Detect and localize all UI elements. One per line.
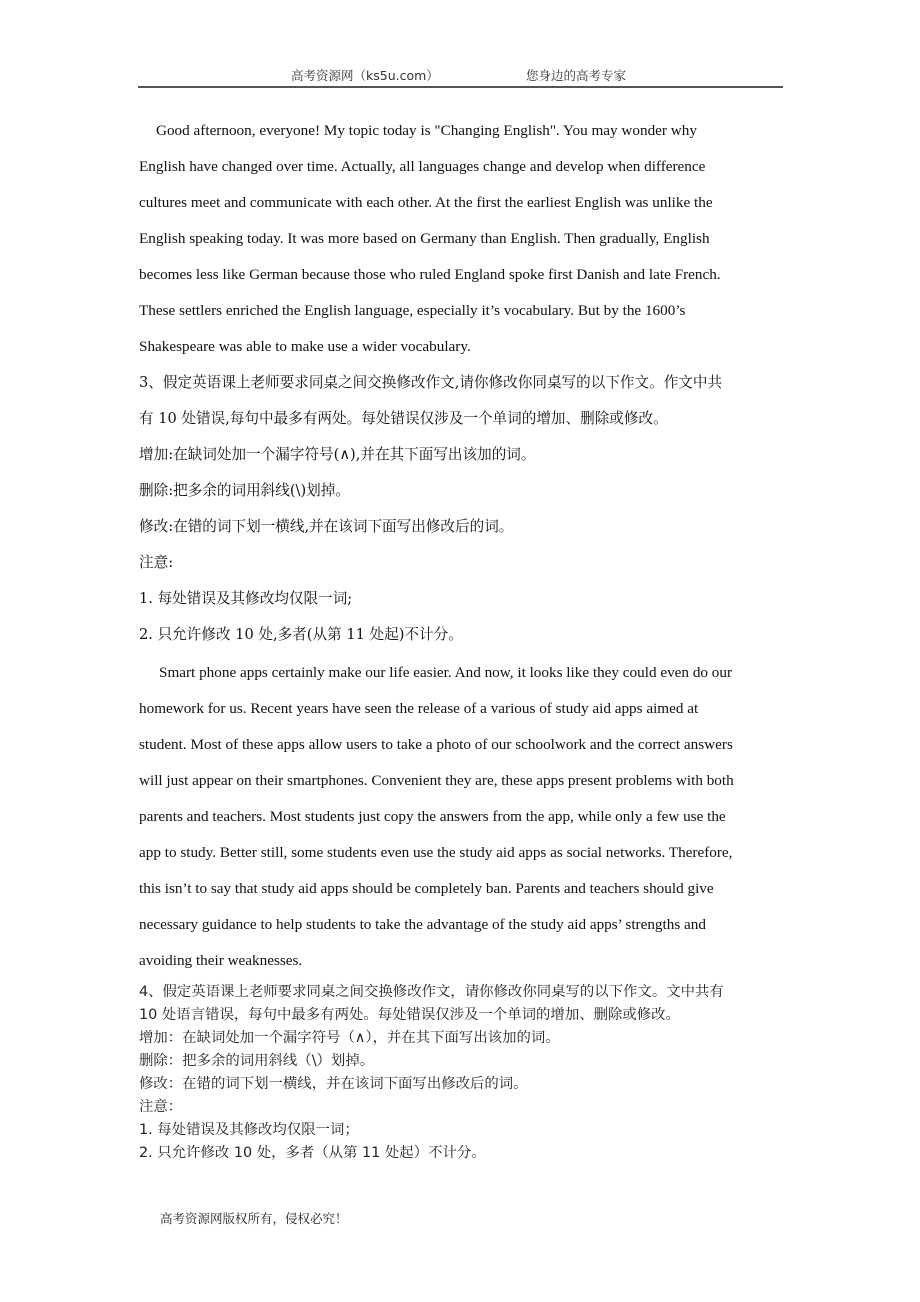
passage-line: avoiding their weaknesses. (139, 952, 303, 969)
passage-line: parents and teachers. Most students just copy the answers from the app, while only a few use the (139, 808, 726, 825)
instruction-line: 3、假定英语课上老师要求同桌之间交换修改作文,请你修改你同桌写的以下作文。作文中共 (139, 374, 723, 391)
instruction-line: 增加：在缺词处加一个漏字符号（∧），并在其下面写出该加的词。 (139, 1030, 560, 1046)
instruction-line: 增加:在缺词处加一个漏字符号(∧),并在其下面写出该加的词。 (139, 446, 536, 463)
passage-line: homework for us. Recent years have seen the release of a various of study aid apps aimed at (139, 700, 699, 717)
instruction-line: 2. 只允许修改 10 处，多者（从第 11 处起）不计分。 (139, 1145, 486, 1161)
instruction-line: 4、假定英语课上老师要求同桌之间交换修改作文，请你修改你同桌写的以下作文。文中共有 (139, 984, 724, 1000)
page-header (138, 64, 783, 88)
passage-line: Good afternoon, everyone! My topic today is "Changing English". You may wonder why (156, 122, 697, 139)
header-site-name: 高考资源网（ks5u.com） (291, 68, 439, 83)
passage-line: will just appear on their smartphones. Convenient they are, these apps present problems with both (139, 772, 734, 789)
passage-line: English speaking today. It was more based on Germany than English. Then gradually, English (139, 230, 710, 247)
passage-line: Smart phone apps certainly make our life easier. And now, it looks like they could even do our (159, 664, 733, 681)
instruction-line: 2. 只允许修改 10 处,多者(从第 11 处起)不计分。 (139, 626, 463, 643)
passage-line: Shakespeare was able to make use a wider vocabulary. (139, 338, 471, 355)
instruction-line: 删除:把多余的词用斜线(\)划掉。 (139, 482, 350, 499)
passage-line: becomes less like German because those who ruled England spoke first Danish and late French. (139, 266, 721, 283)
header-slogan: 您身边的高考专家 (526, 68, 627, 83)
instruction-line: 注意： (139, 1099, 183, 1115)
instruction-line: 修改:在错的词下划一横线,并在该词下面写出修改后的词。 (139, 518, 514, 535)
passage-line: These settlers enriched the English language, especially it’s vocabulary. But by the 1600’s (139, 302, 686, 319)
passage-line: this isn’t to say that study aid apps should be completely ban. Parents and teachers should give (139, 880, 714, 897)
passage-line: cultures meet and communicate with each other. At the first the earliest English was unlike the (139, 194, 713, 211)
instruction-line: 注意: (139, 554, 174, 571)
passage-line: English have changed over time. Actually, all languages change and develop when difference (139, 158, 706, 175)
instruction-line: 1. 每处错误及其修改均仅限一词； (139, 1122, 359, 1138)
instruction-line: 修改：在错的词下划一横线，并在该词下面写出修改后的词。 (139, 1076, 528, 1092)
passage-line: necessary guidance to help students to take the advantage of the study aid apps’ strengths and (139, 916, 706, 933)
instruction-line: 删除：把多余的词用斜线（\）划掉。 (139, 1053, 375, 1069)
instruction-line: 10 处语言错误，每句中最多有两处。每处错误仅涉及一个单词的增加、删除或修改。 (139, 1007, 680, 1023)
instruction-line: 有 10 处错误,每句中最多有两处。每处错误仅涉及一个单词的增加、删除或修改。 (139, 410, 668, 427)
passage-line: student. Most of these apps allow users to take a photo of our schoolwork and the correct answers (139, 736, 733, 753)
instruction-line: 1. 每处错误及其修改均仅限一词; (139, 590, 353, 607)
page-footer-copyright: 高考资源网版权所有，侵权必究！ (160, 1211, 348, 1226)
passage-line: app to study. Better still, some students even use the study aid apps as social networks. Therefore, (139, 844, 733, 861)
